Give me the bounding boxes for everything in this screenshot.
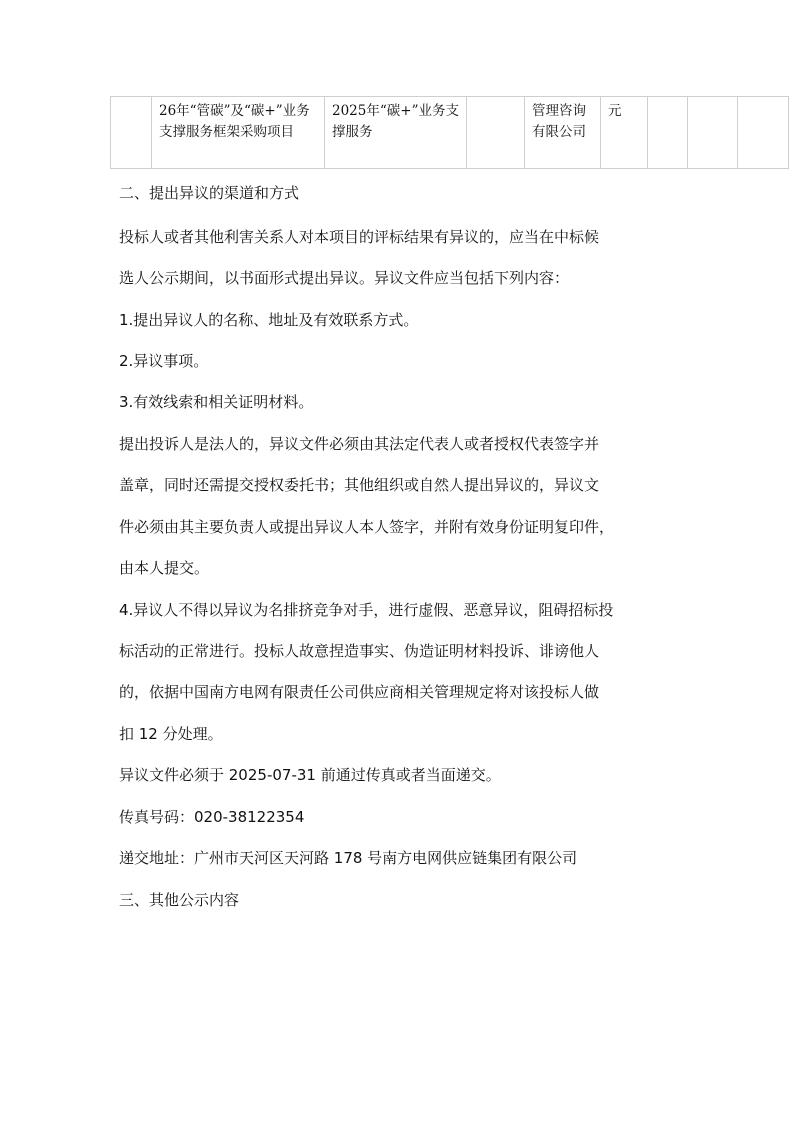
list-item-3: 3.有效线索和相关证明材料。: [119, 393, 314, 411]
list-item-4-line-2: 标活动的正常进行。投标人故意捏造事实、伪造证明材料投诉、诽谤他人: [119, 642, 600, 660]
fax-number: 传真号码：020-38122354: [119, 808, 305, 826]
legal-person-line-4: 由本人提交。: [119, 559, 210, 577]
list-item-4-line-4: 扣 12 分处理。: [119, 725, 223, 743]
intro-line-1: 投标人或者其他利害关系人对本项目的评标结果有异议的，应当在中标候: [119, 228, 600, 246]
table-cell-company: 管理咨询有限公司: [525, 97, 601, 169]
table-row: [111, 97, 789, 169]
result-table-fragment: [110, 96, 788, 169]
section-heading-objection-channel: 二、提出异议的渠道和方式: [119, 184, 300, 202]
table-cell-empty: [688, 97, 738, 169]
table-cell-empty: [738, 97, 789, 169]
deadline-text: 异议文件必须于 2025-07-31 前通过传真或者当面递交。: [119, 766, 501, 784]
result-table: [110, 96, 789, 169]
delivery-address: 递交地址：广州市天河区天河路 178 号南方电网供应链集团有限公司: [119, 849, 578, 867]
table-cell-empty: [648, 97, 688, 169]
legal-person-line-1: 提出投诉人是法人的，异议文件必须由其法定代表人或者授权代表签字并: [119, 435, 600, 453]
table-cell-empty: [467, 97, 525, 169]
list-item-4-line-1: 4.异议人不得以异议为名排挤竞争对手，进行虚假、恶意异议，阻碍招标投: [119, 601, 614, 619]
table-cell-project-name: 26年“管碳”及“碳+”业务支撑服务框架采购项目: [152, 97, 325, 169]
section-heading-other: 三、其他公示内容: [119, 891, 240, 909]
intro-line-2: 选人公示期间，以书面形式提出异议。异议文件应当包括下列内容：: [119, 269, 570, 287]
legal-person-line-3: 件必须由其主要负责人或提出异议人本人签字，并附有效身份证明复印件，: [119, 518, 615, 536]
table-cell-index: [111, 97, 152, 169]
list-item-2: 2.异议事项。: [119, 352, 209, 370]
table-cell-unit: 元: [601, 97, 648, 169]
legal-person-line-2: 盖章，同时还需提交授权委托书；其他组织或自然人提出异议的，异议文: [119, 476, 600, 494]
table-cell-lot-name: 2025年“碳+”业务支撑服务: [325, 97, 467, 169]
list-item-1: 1.提出异议人的名称、地址及有效联系方式。: [119, 311, 419, 329]
list-item-4-line-3: 的，依据中国南方电网有限责任公司供应商相关管理规定将对该投标人做: [119, 683, 600, 701]
